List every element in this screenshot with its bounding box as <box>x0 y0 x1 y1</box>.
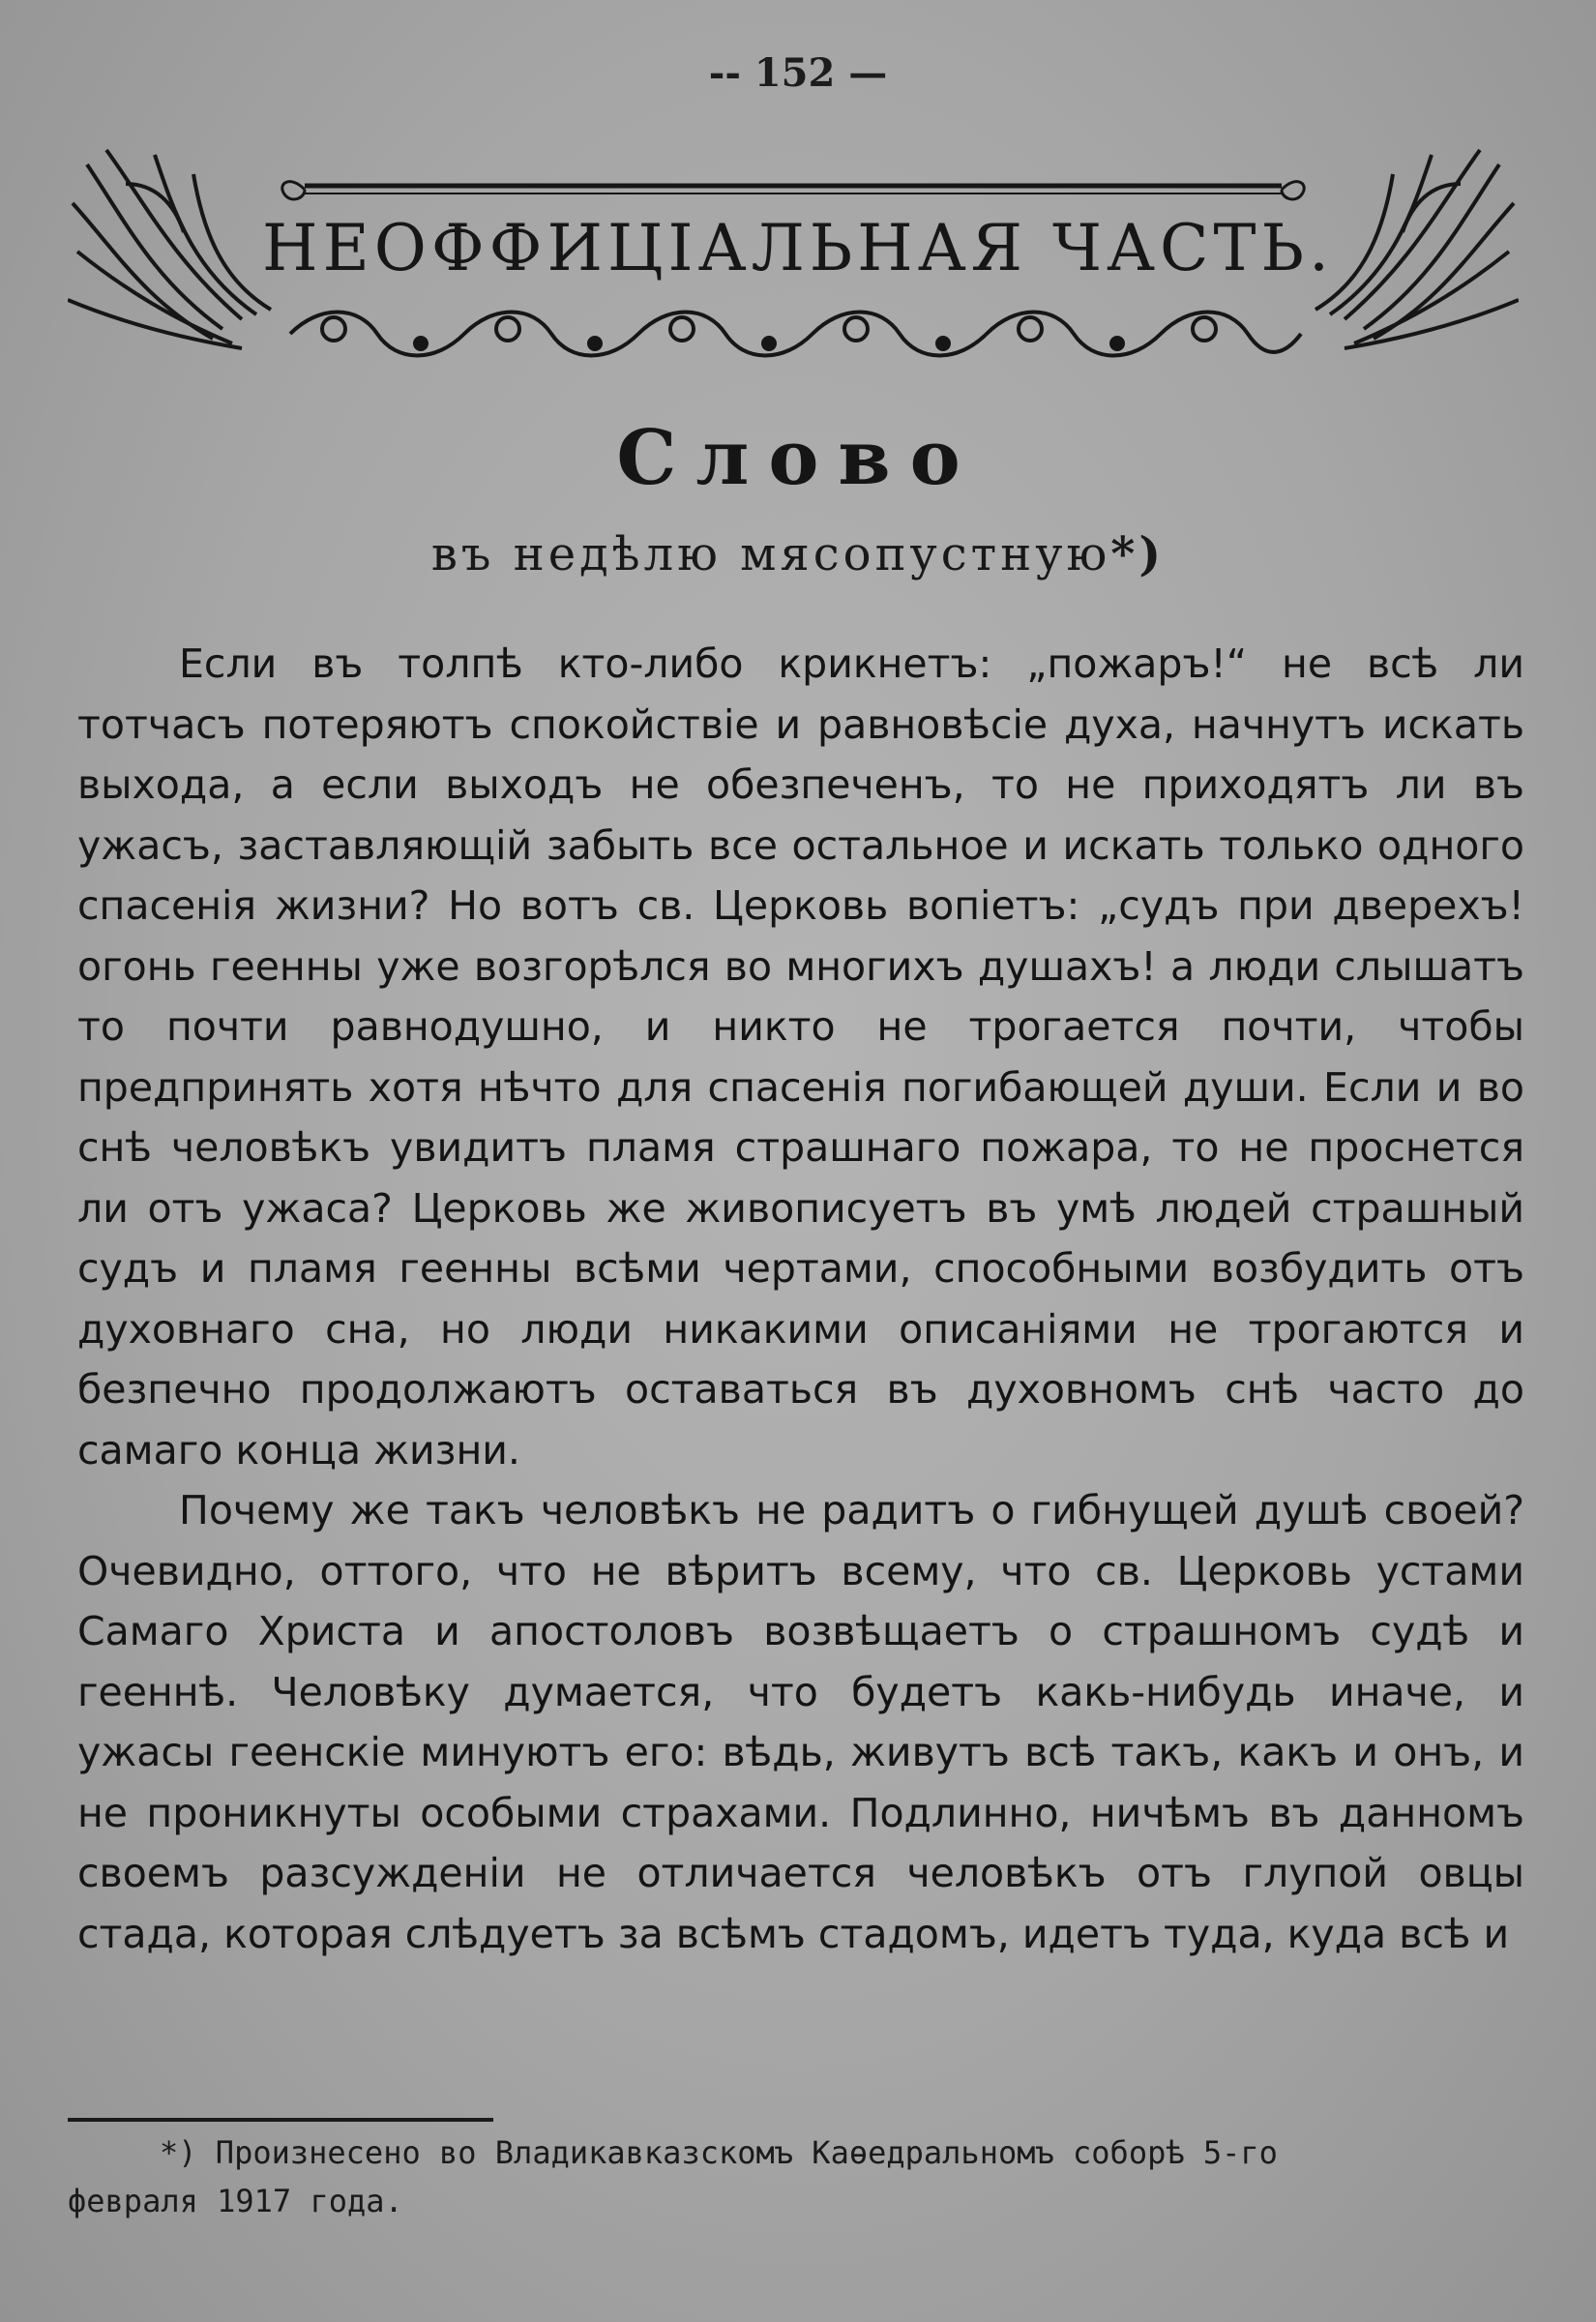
bottom-scroll-ornament <box>290 313 1301 356</box>
footnote-line-2: февраля 1917 года. <box>68 2183 403 2219</box>
paragraph-2: Почему же такъ человѣкъ не радитъ о гибнущей душѣ своей? Очевидно, оттого, что не вѣритъ всему, что св. Церковь устами Самаго Христа и апостоловъ возвѣщаетъ о страшномъ судѣ и гееннѣ. Человѣку думается, что будетъ какь-нибудь иначе, и ужасы геенскіе минуютъ его: вѣдь, живутъ всѣ такъ, какъ и онъ, и не проникнуты особыми страхами. Подлинно, ничѣмъ въ данномъ своемъ разсужденіи не отличается человѣкъ отъ глупой овцы стада, которая слѣдуетъ за всѣмъ стадомъ, идетъ туда, куда всѣ и <box>77 1487 1524 1957</box>
sermon-body <box>77 634 1524 1964</box>
section-title: НЕОФФИЦІАЛЬНАЯ ЧАСТЬ. <box>262 211 1334 285</box>
sermon-subtitle <box>0 527 1596 581</box>
sermon-title: Слово <box>616 414 980 502</box>
footnote-line-1: *) Произнесено во Владикавказскомъ Каѳедральномъ соборѣ 5-го <box>160 2134 1278 2171</box>
paragraph-1: Если въ толпѣ кто-либо крикнетъ: „пожаръ!“ не всѣ ли тотчасъ потеряютъ спокойствіе и равновѣсіе духа, начнутъ искать выхода, а если выходъ не обезпеченъ, то не приходятъ ли въ ужасъ, заставляющій забыть все остальное и искать только одного спасенія жизни? Но вотъ св. Церковь вопіетъ: „судъ при дверехъ! огонь геенны уже возгорѣлся во многихъ душахъ! а люди слышатъ то почти равнодушно, и никто не трогается почти, чтобы предпринять хотя нѣчто для спасенія погибающей души. Если и во снѣ человѣкъ увидитъ пламя страшнаго пожара, то не проснется ли отъ ужаса? Церковь же живописуетъ въ умѣ людей страшный судъ и пламя геенны всѣми чертами, способными возбудить отъ духовнаго сна, но люди никакими описаніями не трогаются и безпечно продолжаютъ оставаться въ духовномъ снѣ часто до самаго конца жизни. <box>77 640 1524 1474</box>
top-rule <box>282 182 1304 199</box>
footnote <box>68 2128 1519 2225</box>
footnote-reference-mark: *) <box>1110 527 1166 581</box>
sermon-subtitle-text: въ недѣлю мясопустную <box>430 527 1111 581</box>
page-number: -- 152 — <box>708 50 888 96</box>
footnote-divider <box>68 2118 493 2122</box>
